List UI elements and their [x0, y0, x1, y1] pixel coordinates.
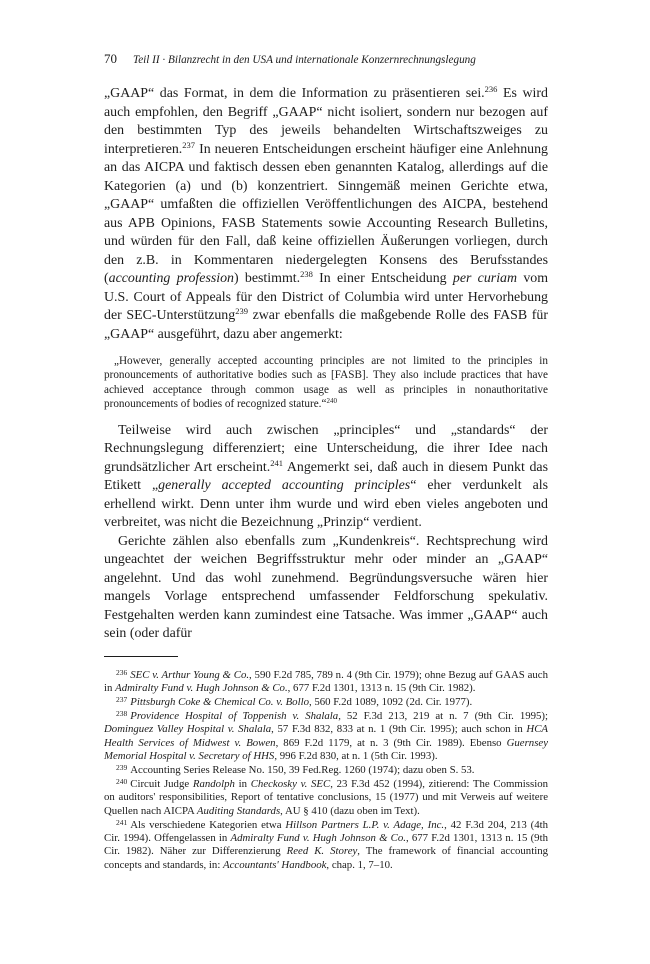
footnote: $^{240}$ Circuit Judge Randolph in Checkosky v. SEC, 23 F.3d 452 (1994), zitierend: The Commission on auditors' responsibilities, Report of tentative conclusions, 15 (1977) und mit Verweis auf weitere Quellen nach AICPA Auditing Standards, AU § 410 (dazu oben im Text).: [104, 776, 548, 817]
footnote: $^{239}$ Accounting Series Release No. 150, 39 Fed.Reg. 1260 (1974); dazu oben S. 53.: [116, 762, 475, 776]
footnote-ref: 241: [270, 457, 283, 468]
footnote: $^{237}$ Pittsburgh Coke & Chemical Co. v. Bollo, 560 F.2d 1089, 1092 (2d. Cir. 1977).: [116, 694, 473, 708]
main-text: [104, 85, 548, 644]
footnote-ref: 239: [235, 306, 248, 316]
footnote: $^{238}$ Providence Hospital of Toppenish v. Shalala, 52 F.3d 213, 219 at n. 7 (9th Cir. 1995); Dominguez Valley Hospital v. Shalala, 57 F.3d 832, 833 at n. 1 (9th Cir. 1995); auch schon in HCA Health Services of Midwest v. Bowen, 869 F.2d 1179, at n. 3 (9th Cir. 1989). Ebenso Guernsey Memorial Hospital v. Secretary of HHS, 996 F.2d 830, at n. 1 (5th Cir. 1993).: [104, 708, 549, 763]
page-number: 70: [104, 51, 117, 66]
block-quote: „However, generally accepted accounting principles are not limited to the principles in pronouncements of authoritative bodies such as [FASB]. They also include practices that have achieved acceptance through common usage as well as principles in nonauthoritative pronouncements of bodies of recognized stature.“$^{240}$: [104, 355, 548, 411]
footnote-ref: 236: [484, 84, 498, 94]
paragraph: Gerichte zählen also ebenfalls zum „Kundenkreis“. Rechtsprechung wird ungeachtet der weichen Begriffsstruktur mehr oder minder an „GAAP“ angelehnt. Und das wohl zunehmend. Begründungsversuche wären hier mangels Vorlage entsprechend umfassender Feldforschung spekulativ. Festgehalten werden kann zumindest eine Tatsache. Was immer „GAAP“ auch sein (oder dafür: [104, 533, 548, 642]
footnote-separator: [104, 656, 178, 657]
paragraph: Teilweise wird auch zwischen „principles“ und „standards“ der Rechnungslegung differenziert; eine Unterscheidung, die ihrer Idee nach grundsätzlicher Art erscheint.$^{241}$ Angemerkt sei, daß auch in diesem Punkt das Etikett „generally accepted accounting principles“ eher verdunkelt als erhellend wirkt. Denn unter ihm wurde und wird eben vieles angeboten und verbreitet, was nicht die Bezeichnung „Prinzip“ verdient.: [104, 422, 548, 531]
running-title: Teil II · Bilanzrecht in den USA und internationale Konzernrechnungslegung: [133, 54, 476, 66]
footnote: $^{236}$ SEC v. Arthur Young & Co., 590 F.2d 785, 789 n. 4 (9th Cir. 1979); ohne Bezug auf GAAS auch in Admiralty Fund v. Hugh Johnson & Co., 677 F.2d 1301, 1313 n. 15 (9th Cir. 1982).: [104, 667, 548, 695]
footnote-ref: 238: [300, 269, 313, 279]
book-page: [104, 52, 548, 873]
footnote-ref: 240: [326, 397, 337, 406]
footnote: $^{241}$ Als verschiedene Kategorien etwa Hillson Partners L.P. v. Adage, Inc., 42 F.3d 204, 213 (4th Cir. 1994). Offengelassen in Admiralty Fund v. Hugh Johnson & Co., 677 F.2d 1301, 1313 n. 15 (9th Cir. 1982). Näher zur Differenzierung Reed K. Storey, The framework of financial accounting concepts and standards, in: Accountants' Handbook, chap. 1, 7–10.: [104, 817, 548, 871]
paragraph: „GAAP“ das Format, in dem die Information zu präsentieren sei.$^{236}$ Es wird auch empfohlen, den Begriff „GAAP“ nicht isoliert, sondern nur bezogen auf den bestimmten Typ des jeweils behandelten Wirtschaftszweiges zu interpretieren.$^{237}$ In neueren Entscheidungen erscheint häufiger eine Anlehnung an das AICPA und faktisch dessen eben genannten Katalog, allerdings auf die Kategorien (a) und (b) konzentriert. Sinngemäß meinen Gerichte etwa, „GAAP“ umfaßten die offiziellen Veröffentlichungen des AICPA, bestehend aus APB Opinions, FASB Statements sowie Accounting Research Bulletins, und würden für den Fall, daß keine offiziellen Äußerungen vorliegen, durch den z.B. in Kommentaren niedergelegten Konsens des Berufsstandes (accounting profession) bestimmt.$^{238}$ In einer Entscheidung per curiam vom U.S. Court of Appeals für den District of Columbia wird unter Hervorhebung der SEC-Unterstützung$^{239}$ zwar ebenfalls die maßgebende Rolle des FASB für „GAAP“ ausgeführt, dazu aber angemerkt:: [104, 84, 549, 342]
running-header: [104, 52, 548, 67]
footnotes: [104, 669, 548, 873]
footnote-ref: 237: [182, 139, 196, 150]
